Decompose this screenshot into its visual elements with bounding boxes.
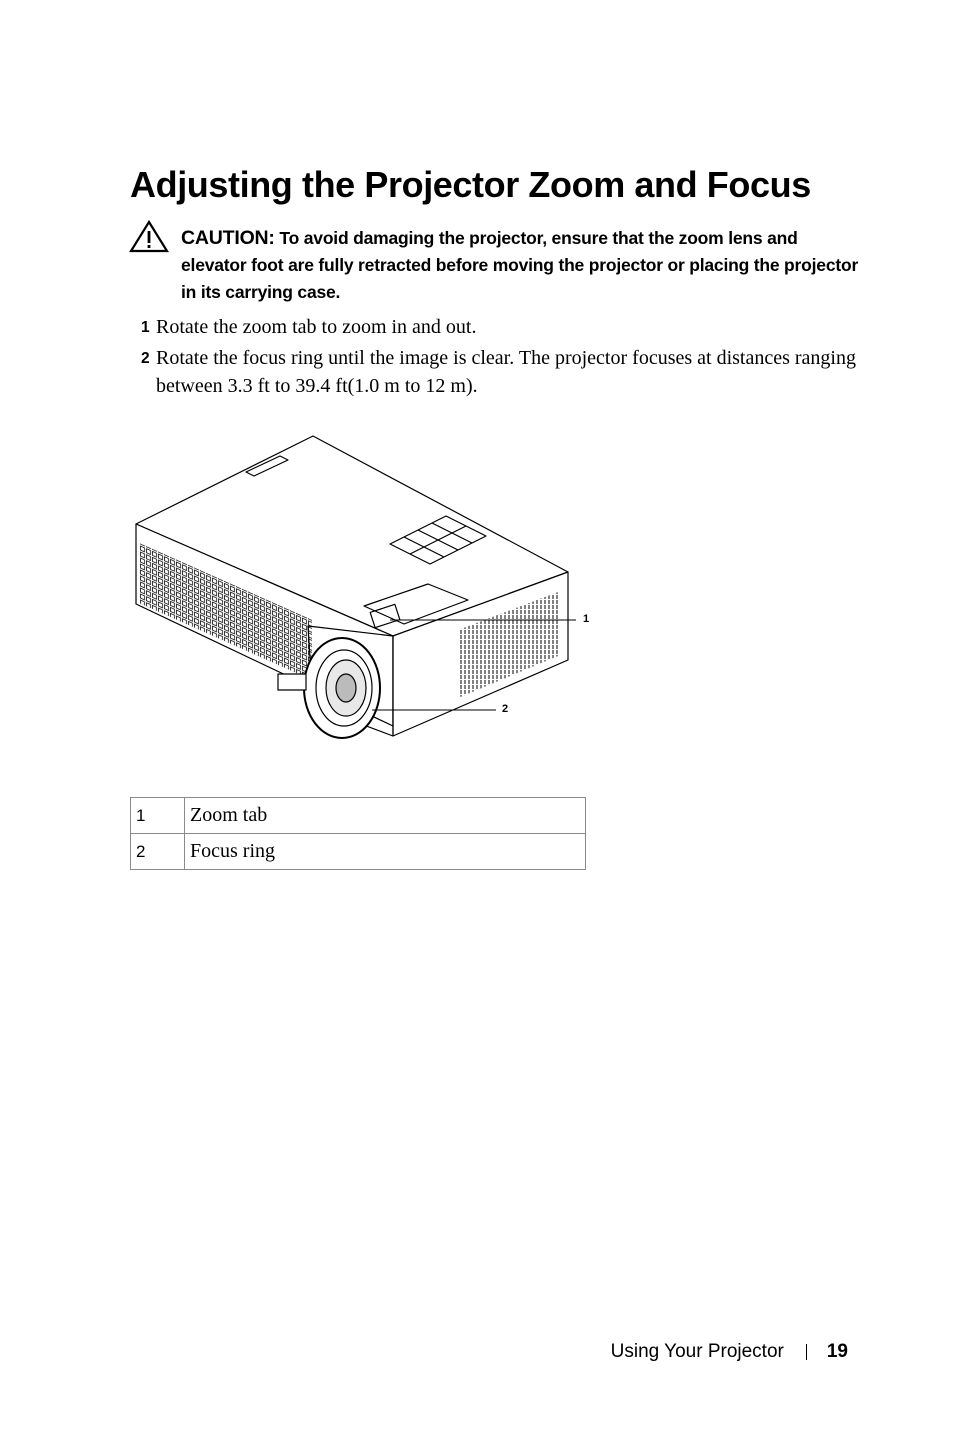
caution-icon [129, 219, 169, 253]
caution-note [181, 225, 861, 306]
legend-number: 2 [131, 834, 185, 870]
footer-divider [806, 1344, 807, 1360]
callout-2: 2 [502, 703, 509, 715]
footer-section: Using Your Projector [610, 1341, 784, 1362]
caution-label: CAUTION: [181, 227, 275, 249]
step-text: Rotate the focus ring until the image is clear. The projector focuses at distances ranging between 3.3 ft to 39.4 ft(1.0 m to 12 m). [156, 347, 856, 397]
projector-line-drawing [128, 430, 598, 760]
step-text: Rotate the zoom tab to zoom in and out. [156, 316, 477, 338]
legend-number: 1 [131, 798, 185, 834]
step-item [139, 344, 859, 400]
page-number: 19 [826, 1341, 848, 1362]
step-item [139, 313, 859, 341]
page-title: Adjusting the Projector Zoom and Focus [130, 164, 811, 205]
callout-1: 1 [583, 613, 590, 625]
step-number: 2 [141, 350, 150, 367]
projector-figure [128, 430, 598, 760]
table-row [131, 834, 586, 870]
legend-label: Focus ring [185, 834, 586, 870]
legend-table [130, 797, 586, 870]
step-number: 1 [141, 319, 150, 336]
caution-text: To avoid damaging the projector, ensure that the zoom lens and elevator foot are fully retracted before moving the projector or placing the projector in its carrying case. [181, 228, 859, 302]
steps-list [139, 313, 859, 403]
legend-label: Zoom tab [185, 798, 586, 834]
page-footer [611, 1339, 848, 1365]
table-row [131, 798, 586, 834]
